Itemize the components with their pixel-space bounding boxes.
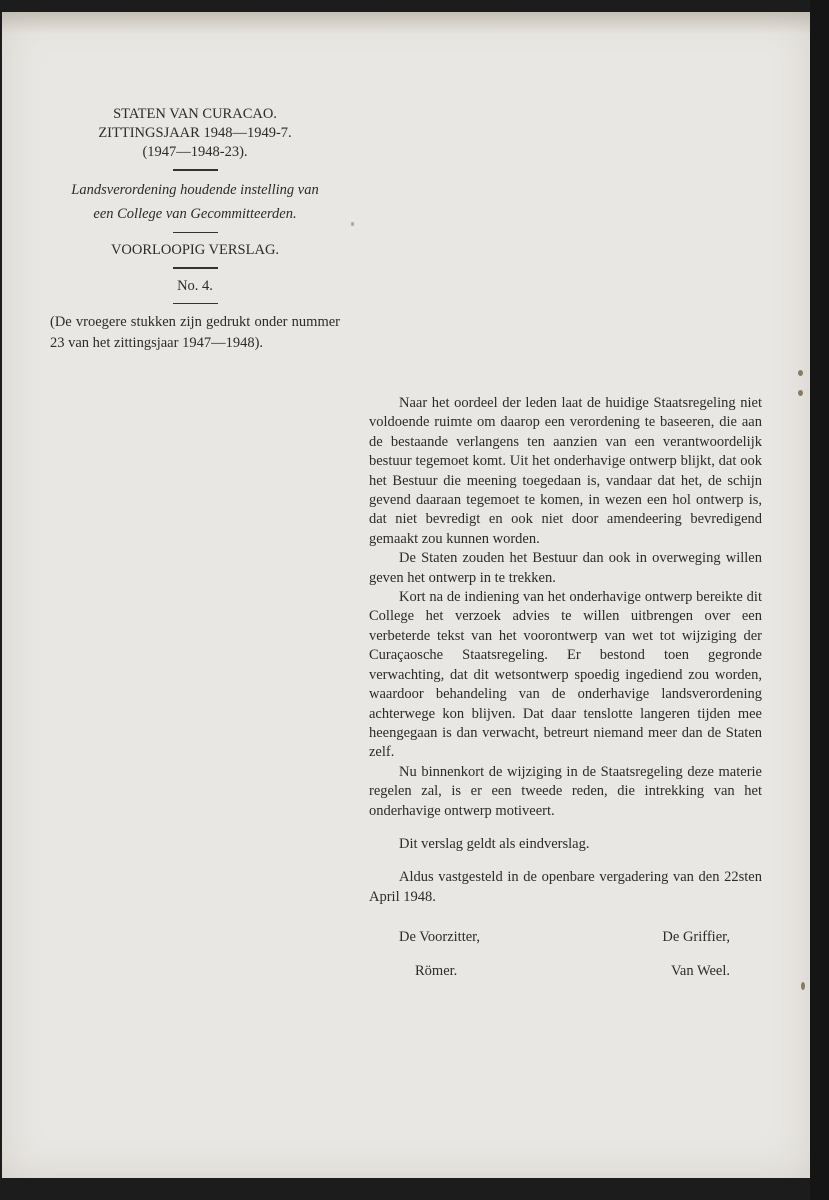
body-paragraph: De Staten zouden het Bestuur dan ook in overweging willen geven het ontwerp in te trekken. [369, 550, 762, 586]
report-number: No. 4. [177, 277, 213, 294]
document-header-line2: ZITTINGSJAAR 1948—1949-7. [98, 125, 292, 141]
subject-line2: een College van Gecommitteerden. [93, 205, 297, 222]
paper-speck [801, 982, 805, 990]
report-title: VOORLOOPIG VERSLAG. [110, 242, 280, 259]
signature-names [369, 963, 762, 983]
divider [173, 267, 218, 269]
chairman-name: Römer. [415, 963, 458, 980]
clerk-title: De Griffier, [662, 929, 730, 946]
body-paragraph: Naar het oordeel der leden laat de huidige Staatsregeling niet voldoende ruimte om daarop een verordening te baseeren, die aan de bestaande verlangens ten aanzien van een verantwoordelijk bestuur tegemoet komt. Uit het onderhavige ontwerp blijkt, dat ook het Bestuur die meening toegedaan is, vandaar dat het, de schijn gevend daaraan tegemoet te komen, in wezen een hol ontwerp is, dat niet bevredigt en ook niet door amendeering bevredigend gemaakt zou kunnen worden. [369, 395, 762, 547]
subject-line1: Landsverordening houdende instelling van [71, 181, 319, 198]
body-paragraph: Nu binnenkort de wijziging in de Staatsregeling deze materie regelen zal, is er een tweede reden, die intrekking van het onderhavige ontwerp motiveert. [369, 763, 762, 819]
clerk-name: Van Weel. [671, 963, 730, 980]
document-header-line3: (1947—1948-23). [142, 144, 248, 160]
paper-speck [798, 370, 803, 376]
body-paragraph: Aldus vastgesteld in de openbare vergadering van den 22sten April 1948. [369, 869, 762, 905]
body-paragraph: Kort na de indiening van het onderhavige ontwerp bereikte dit College het verzoek advies te willen uitbrengen over een verbeterde tekst van het voorontwerp van wet tot wijziging der Curaçaosche Staatsregeling. Er bestond toen gegronde verwachting, dat dit wetsontwerp spoedig ingediend zou worden, waardoor behandeling van de onderhavige landsverordening achterwege kon blijven. Dat daar tenslotte langeren tijden mee heengegaan is dan verwacht, betreurt niemand meer dan de Staten zelf. [369, 589, 762, 761]
body-paragraph: Dit verslag geldt als eindverslag. [399, 835, 590, 852]
chairman-title: De Voorzitter, [399, 929, 481, 946]
divider [173, 169, 218, 171]
paper-sheet [2, 12, 810, 1178]
document-header-line1: STATEN VAN CURACAO. [113, 106, 277, 122]
prior-documents-note: (De vroegere stukken zijn gedrukt onder nummer 23 van het zittingsjaar 1947—1948). [50, 314, 340, 352]
paper-speck [351, 222, 354, 226]
top-edge-stain [2, 12, 810, 34]
scan-border [810, 0, 829, 1200]
header-block [50, 105, 340, 354]
paper-speck [798, 390, 803, 396]
divider [173, 303, 218, 305]
divider [173, 232, 218, 234]
signature-titles [369, 929, 762, 949]
report-body [369, 394, 762, 983]
